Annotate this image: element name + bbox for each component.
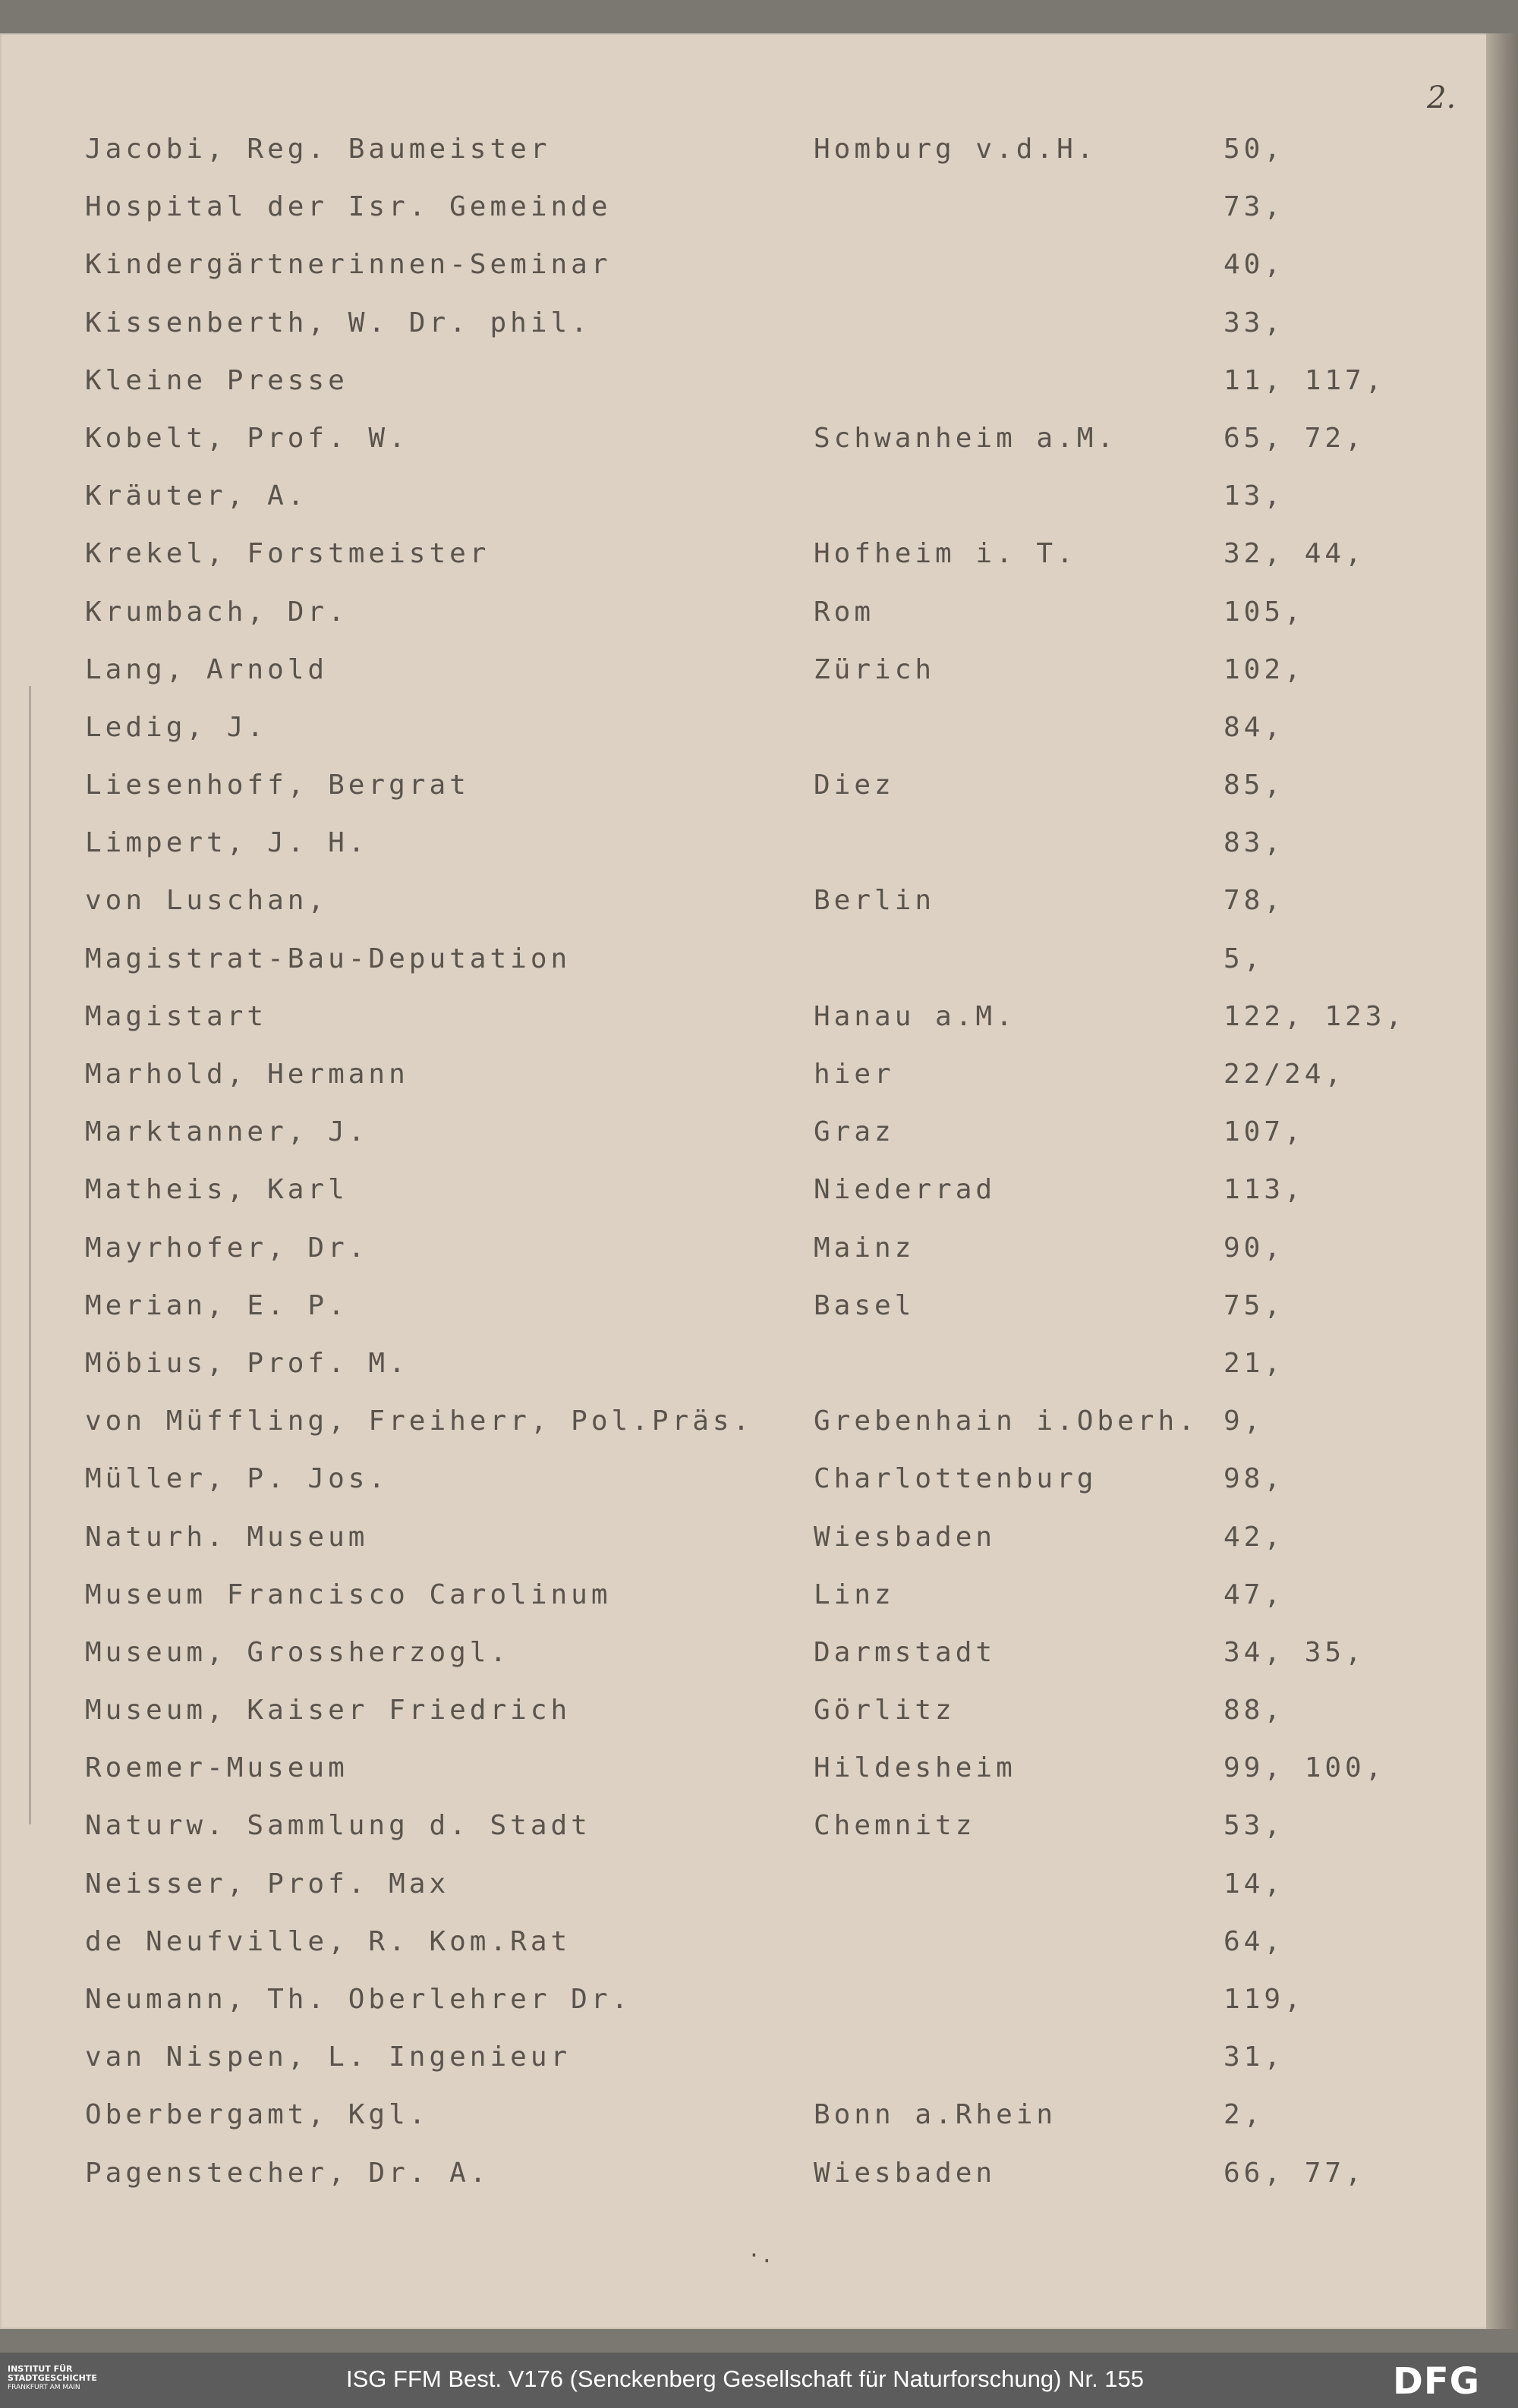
entry-name: Lang, Arnold	[85, 653, 329, 685]
entry-pages: 5,	[1224, 943, 1264, 974]
entry-name: Museum, Kaiser Friedrich	[85, 1695, 572, 1727]
entry-name: Krekel, Forstmeister	[85, 538, 490, 570]
index-entry	[85, 480, 1421, 538]
index-entry	[85, 2041, 1421, 2099]
entry-name: Merian, E. P.	[85, 1289, 348, 1321]
index-entry	[85, 654, 1421, 712]
index-entry	[85, 249, 1421, 307]
entry-name: Naturh. Museum	[85, 1521, 369, 1553]
entry-name: Müller, P. Jos.	[85, 1463, 389, 1495]
entry-name: Neisser, Prof. Max	[85, 1868, 450, 1900]
logo-line-2: STADTGESCHICHTE	[8, 2373, 97, 2383]
index-entry	[85, 2158, 1421, 2215]
entry-name: de Neufville, R. Kom.Rat	[85, 1925, 572, 1957]
entry-place: Diez	[814, 770, 895, 801]
entry-pages: 73,	[1224, 191, 1285, 223]
entry-name: Neumann, Th. Oberlehrer Dr.	[85, 1984, 632, 2015]
index-entry	[85, 712, 1421, 770]
entry-pages: 102,	[1224, 653, 1305, 685]
index-entry	[85, 1868, 1421, 1926]
entry-place: Berlin	[814, 885, 936, 917]
index-entry	[85, 943, 1421, 1001]
entry-name: Kobelt, Prof. W.	[85, 422, 409, 454]
entry-name: Kleine Presse	[85, 364, 348, 396]
entry-place: Wiesbaden	[814, 1521, 997, 1553]
entry-pages: 105,	[1224, 596, 1305, 628]
entry-place: Wiesbaden	[814, 2157, 997, 2189]
entry-name: Marhold, Hermann	[85, 1059, 409, 1090]
index-entry	[85, 1752, 1421, 1810]
entry-place: Charlottenburg	[814, 1463, 1098, 1495]
index-list	[85, 134, 1421, 2215]
entry-name: Limpert, J. H.	[85, 827, 369, 859]
index-entry	[85, 1174, 1421, 1232]
archive-caption: ISG FFM Best. V176 (Senckenberg Gesellschaft für Naturforschung) Nr. 155	[346, 2366, 1145, 2392]
entry-pages: 84,	[1224, 711, 1285, 743]
index-entry	[85, 1637, 1421, 1695]
entry-name: van Nispen, L. Ingenieur	[85, 2041, 572, 2073]
binding-fold-line	[29, 686, 31, 1824]
entry-pages: 98,	[1224, 1463, 1285, 1495]
entry-name: Ledig, J.	[85, 711, 268, 743]
entry-name: Hospital der Isr. Gemeinde	[85, 191, 612, 223]
entry-place: Schwanheim a.M.	[814, 422, 1118, 454]
entry-pages: 122, 123,	[1224, 1000, 1406, 1032]
index-entry	[85, 1522, 1421, 1579]
entry-pages: 40,	[1224, 249, 1285, 281]
index-entry	[85, 1463, 1421, 1521]
entry-name: Jacobi, Reg. Baumeister	[85, 134, 551, 165]
entry-name: Magistart	[85, 1000, 268, 1032]
index-entry	[85, 1232, 1421, 1290]
index-entry	[85, 1348, 1421, 1405]
document-page	[0, 33, 1488, 2329]
entry-place: Darmstadt	[814, 1636, 997, 1668]
index-entry	[85, 885, 1421, 943]
entry-pages: 31,	[1224, 2041, 1285, 2073]
dfg-logo: DFG	[1393, 2360, 1481, 2403]
entry-place: Hofheim i. T.	[814, 538, 1077, 570]
entry-pages: 13,	[1224, 480, 1285, 512]
archive-footer	[0, 2353, 1518, 2408]
entry-pages: 85,	[1224, 770, 1285, 801]
entry-pages: 21,	[1224, 1347, 1285, 1379]
entry-pages: 11, 117,	[1224, 364, 1386, 396]
index-entry	[85, 538, 1421, 596]
entry-name: Museum, Grossherzogl.	[85, 1636, 511, 1668]
entry-place: Graz	[814, 1116, 895, 1148]
entry-place: Rom	[814, 596, 875, 628]
entry-pages: 66, 77,	[1224, 2157, 1365, 2189]
entry-name: Naturw. Sammlung d. Stadt	[85, 1810, 591, 1842]
entry-name: Kräuter, A.	[85, 480, 308, 512]
entry-pages: 78,	[1224, 885, 1285, 917]
institute-logo	[8, 2365, 137, 2392]
entry-name: Krumbach, Dr.	[85, 596, 348, 628]
index-entry	[85, 1001, 1421, 1059]
index-entry	[85, 423, 1421, 480]
entry-name: Marktanner, J.	[85, 1116, 369, 1148]
entry-pages: 34, 35,	[1224, 1636, 1365, 1668]
entry-name: von Müffling, Freiherr, Pol.Präs.	[85, 1405, 754, 1437]
entry-pages: 53,	[1224, 1810, 1285, 1842]
logo-line-3: FRANKFURT AM MAIN	[8, 2384, 80, 2391]
index-entry	[85, 1116, 1421, 1174]
entry-place: Grebenhain i.Oberh.	[814, 1405, 1198, 1437]
index-entry	[85, 1059, 1421, 1116]
entry-name: Kissenberth, W. Dr. phil.	[85, 307, 591, 338]
page-number: 2.	[1427, 80, 1457, 115]
entry-name: Matheis, Karl	[85, 1174, 348, 1206]
entry-name: Kindergärtnerinnen-Seminar	[85, 249, 612, 281]
entry-pages: 90,	[1224, 1232, 1285, 1264]
entry-pages: 9,	[1224, 1405, 1264, 1437]
entry-place: Chemnitz	[814, 1810, 976, 1842]
entry-place: Hanau a.M.	[814, 1000, 1016, 1032]
entry-name: Oberbergamt, Kgl.	[85, 2099, 430, 2131]
entry-name: Magistrat-Bau-Deputation	[85, 943, 572, 974]
entry-pages: 14,	[1224, 1868, 1285, 1900]
entry-place: Linz	[814, 1579, 895, 1610]
entry-pages: 75,	[1224, 1289, 1285, 1321]
index-entry	[85, 134, 1421, 191]
entry-pages: 119,	[1224, 1984, 1305, 2015]
entry-pages: 2,	[1224, 2099, 1264, 2131]
entry-name: Liesenhoff, Bergrat	[85, 770, 470, 801]
entry-pages: 65, 72,	[1224, 422, 1365, 454]
index-entry	[85, 827, 1421, 885]
scan-edge	[1486, 33, 1518, 2329]
index-entry	[85, 1290, 1421, 1348]
entry-pages: 22/24,	[1224, 1059, 1346, 1090]
entry-pages: 88,	[1224, 1695, 1285, 1727]
index-entry	[85, 1579, 1421, 1637]
entry-pages: 64,	[1224, 1925, 1285, 1957]
index-entry	[85, 770, 1421, 827]
entry-name: Pagenstecher, Dr. A.	[85, 2157, 490, 2189]
index-entry	[85, 1984, 1421, 2041]
index-entry	[85, 307, 1421, 365]
entry-place: Niederrad	[814, 1174, 997, 1206]
entry-pages: 47,	[1224, 1579, 1285, 1610]
logo-line-1: INSTITUT FÜR	[8, 2364, 73, 2374]
entry-pages: 42,	[1224, 1521, 1285, 1553]
index-entry	[85, 191, 1421, 249]
entry-name: von Luschan,	[85, 885, 329, 917]
entry-place: Zürich	[814, 653, 936, 685]
index-entry	[85, 596, 1421, 654]
entry-pages: 107,	[1224, 1116, 1305, 1148]
entry-pages: 99, 100,	[1224, 1752, 1386, 1784]
entry-pages: 83,	[1224, 827, 1285, 859]
entry-pages: 33,	[1224, 307, 1285, 338]
index-entry	[85, 1926, 1421, 1984]
index-entry	[85, 1810, 1421, 1868]
entry-pages: 113,	[1224, 1174, 1305, 1206]
entry-name: Roemer-Museum	[85, 1752, 348, 1784]
index-entry	[85, 1405, 1421, 1463]
entry-place: hier	[814, 1059, 895, 1090]
entry-place: Görlitz	[814, 1695, 956, 1727]
entry-place: Bonn a.Rhein	[814, 2099, 1057, 2131]
entry-pages: 50,	[1224, 134, 1285, 165]
index-entry	[85, 2099, 1421, 2157]
entry-place: Mainz	[814, 1232, 915, 1264]
stray-mark: ·.	[748, 2243, 773, 2268]
entry-place: Basel	[814, 1289, 915, 1321]
entry-pages: 32, 44,	[1224, 538, 1365, 570]
entry-name: Mayrhofer, Dr.	[85, 1232, 369, 1264]
entry-place: Homburg v.d.H.	[814, 134, 1098, 165]
entry-place: Hildesheim	[814, 1752, 1016, 1784]
index-entry	[85, 365, 1421, 423]
index-entry	[85, 1695, 1421, 1752]
entry-name: Museum Francisco Carolinum	[85, 1579, 612, 1610]
entry-name: Möbius, Prof. M.	[85, 1347, 409, 1379]
